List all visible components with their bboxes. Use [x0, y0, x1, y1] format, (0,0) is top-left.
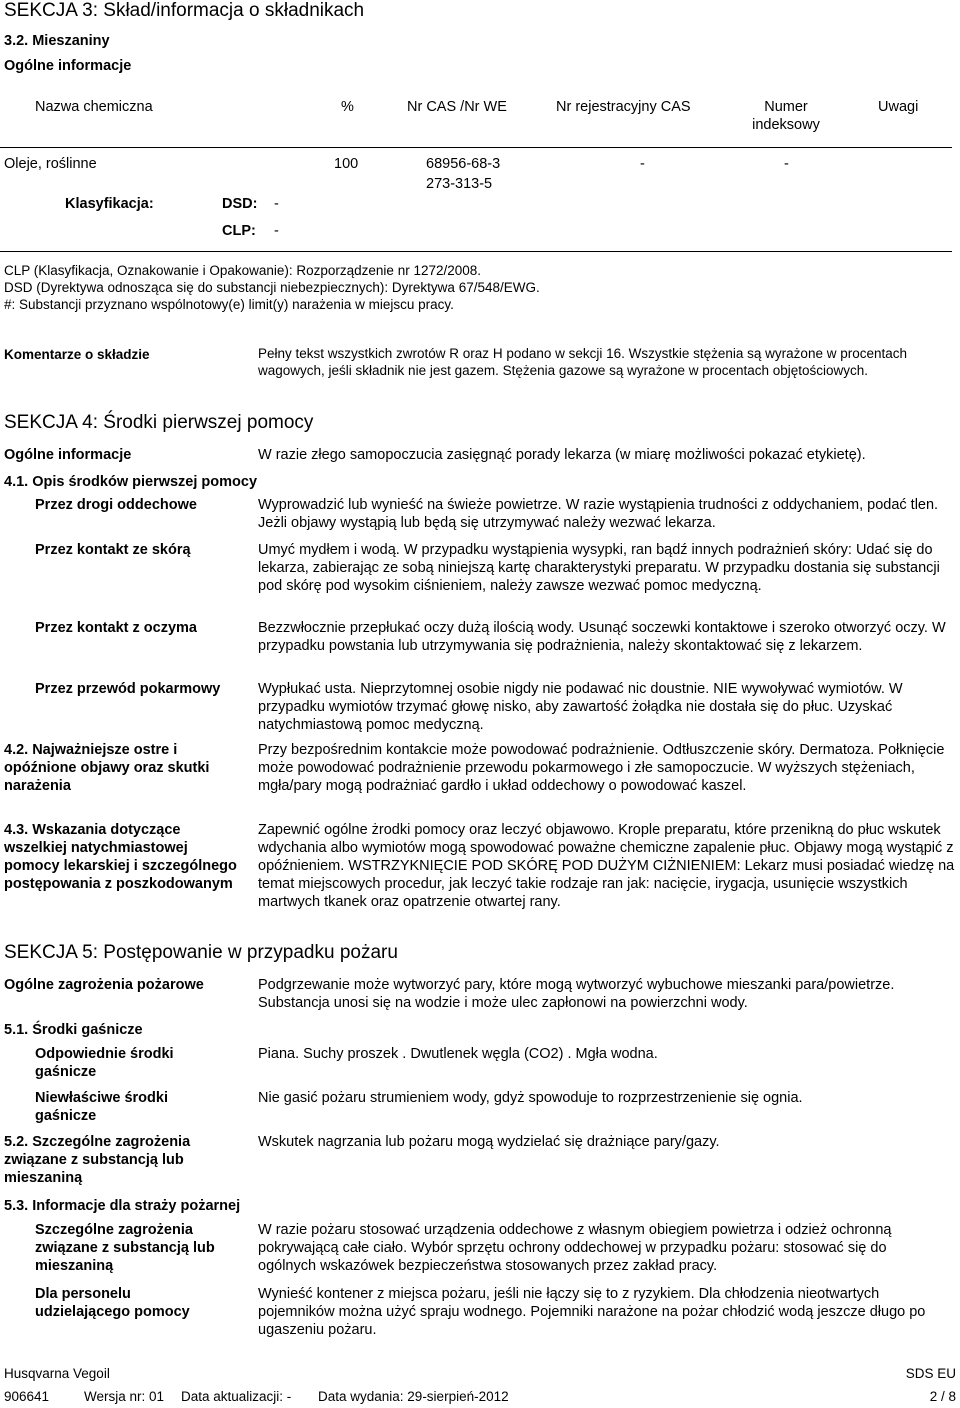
s43-label: 4.3. Wskazania dotyczące wszelkiej natychmiastowej pomocy lekarskiej i szczególnego postępowania z poszkodowanym — [4, 822, 237, 892]
footer-issued: Data wydania: 29-sierpień-2012 — [318, 1389, 509, 1404]
skin-label: Przez kontakt ze skórą — [35, 542, 191, 558]
col-header-reg: Nr rejestracyjny CAS — [556, 99, 691, 115]
ingestion-label: Przez przewód pokarmowy — [35, 681, 221, 697]
suitable-text: Piana. Suchy proszek . Dwutlenek węgla (CO2) . Mgła wodna. — [258, 1046, 658, 1062]
subsection-5-1: 5.1. Środki gaśnicze — [4, 1022, 143, 1038]
subsection-4-1: 4.1. Opis środków pierwszej pomocy — [4, 474, 258, 490]
footer-version: Wersja nr: 01 — [84, 1389, 165, 1404]
subsection-3-2: 3.2. Mieszaniny — [4, 33, 110, 49]
col-header-notes: Uwagi — [878, 99, 919, 115]
row-percent: 100 — [334, 156, 359, 172]
dsd-value: - — [274, 196, 279, 212]
personnel-label: Dla personelu udzielającego pomocy — [35, 1286, 190, 1320]
skin-text: Umyć mydłem i wodą. W przypadku wystąpienia wysypki, ran bądź innych podrażnień skóry: Udać się do lekarza, zabierając ze sobą niniejszą kartę charakterystyki preparatu. W przypadku dostania się substancji pod skórę pod wysokim ciśnieniem, należy zawsze wezwać pomoc medyczną. — [258, 542, 940, 594]
note-hash: #: Substancji przyznano wspólnotowy(e) limit(y) narażenia w miejscu pracy. — [4, 297, 454, 312]
s42-text: Przy bezpośrednim kontakcie może powodować podrażnienie. Odtłuszczenie skóry. Dermatoza. Połknięcie może powodować podrażnienie przewodu pokarmowego i złe samopoczucie. W wyższych stężeniach, mgła/pary mogą podrażniać gardło i układ oddechowy o powodować kaszel. — [258, 742, 945, 794]
table-bottom-rule — [0, 251, 952, 252]
note-dsd: DSD (Dyrektywa odnosząca się do substancji niebezpiecznych): Dyrektywa 67/548/EWG. — [4, 280, 540, 295]
general-info-heading: Ogólne informacje — [4, 58, 132, 74]
unsuitable-label: Niewłaściwe środki gaśnicze — [35, 1090, 168, 1124]
col-header-cas: Nr CAS /Nr WE — [407, 99, 507, 115]
personnel-text: Wynieść kontener z miejsca pożaru, jeśli nie łączy się to z ryzykiem. Dla chłodzenia nieotwartych pojemników można użyć spraju wodnego. Pojemniki narażone na pożar chłodzić wodą jeszcze długo po ugaszeniu pożaru. — [258, 1286, 926, 1338]
inhalation-text: Wyprowadzić lub wynieść na świeże powietrze. W razie wystąpienia trudności z oddychaniem, podać tlen. Jeżli objawy wystąpią lub będą się utrzymywać należy wezwać lekarza. — [258, 497, 939, 531]
clp-value: - — [274, 223, 279, 239]
row-reg: - — [640, 156, 645, 172]
footer-doc-type: SDS EU — [905, 1366, 956, 1381]
col-header-index: Numer indeksowy — [752, 99, 820, 133]
note-clp: CLP (Klasyfikacja, Oznakowanie i Opakowanie): Rozporządzenie nr 1272/2008. — [4, 263, 482, 278]
row-ec: 273-313-5 — [426, 176, 493, 192]
col-header-name: Nazwa chemiczna — [35, 99, 153, 115]
subsection-5-3: 5.3. Informacje dla straży pożarnej — [4, 1198, 241, 1214]
special-text: W razie pożaru stosować urządzenia oddechowe z własnym obiegiem powietrza i odzież ochronną pokrywającą całe ciało. Wybór sprzętu ochrony oddechowej w przypadku pożaru: stosować się do ogólnych wskazówek bezpieczeństwa stosowanych przez zakład pracy. — [258, 1222, 892, 1274]
s42-label: 4.2. Najważniejsze ostre i opóźnione objawy oraz skutki narażenia — [4, 742, 210, 794]
s5-general-label: Ogólne zagrożenia pożarowe — [4, 977, 204, 993]
clp-label: CLP: — [222, 223, 256, 239]
table-header-rule — [0, 147, 952, 148]
s52-text: Wskutek nagrzania lub pożaru mogą wydzielać się drażniące pary/gazy. — [258, 1134, 720, 1150]
special-label: Szczególne zagrożenia związane z substancją lub mieszaniną — [35, 1222, 215, 1274]
section4-title: SEKCJA 4: Środki pierwszej pomocy — [4, 412, 314, 433]
suitable-label: Odpowiednie środki gaśnicze — [35, 1046, 174, 1080]
notes-block — [4, 262, 904, 313]
footer-number: 906641 — [4, 1389, 50, 1404]
s4-general-text: W razie złego samopoczucia zasięgnąć porady lekarza (w miarę możliwości pokazać etykietę). — [258, 447, 866, 463]
col-header-percent: % — [341, 99, 354, 115]
dsd-label: DSD: — [222, 196, 258, 212]
footer-page: 2 / 8 — [929, 1389, 956, 1404]
s52-label: 5.2. Szczególne zagrożenia związane z substancją lub mieszaniną — [4, 1134, 191, 1186]
eyes-text: Bezzwłocznie przepłukać oczy dużą ilością wody. Usunąć soczewki kontaktowe i szeroko otworzyć oczy. W przypadku powstania lub utrzymywania się podrażnienia, należy skontaktować się z lekarzem. — [258, 620, 946, 654]
row-name: Oleje, roślinne — [4, 156, 97, 172]
s5-general-text: Podgrzewanie może wytworzyć pary, które mogą wytworzyć wybuchowe mieszanki para/powietrze. Substancja unosi się na wodzie i może ulec zapłonowi na powierzchni wody. — [258, 977, 895, 1011]
classification-label: Klasyfikacja: — [65, 196, 154, 212]
eyes-label: Przez kontakt z oczyma — [35, 620, 197, 636]
comments-text: Pełny tekst wszystkich zwrotów R oraz H podano w sekcji 16. Wszystkie stężenia są wyrażone w procentach wagowych, jeśli składnik nie jest gazem. Stężenia gazowe są wyrażone w procentach objętościowych. — [258, 346, 908, 378]
section5-title: SEKCJA 5: Postępowanie w przypadku pożaru — [4, 942, 398, 963]
inhalation-label: Przez drogi oddechowe — [35, 497, 197, 513]
row-index: - — [784, 156, 789, 172]
unsuitable-text: Nie gasić pożaru strumieniem wody, gdyż spowoduje to rozprzestrzenienie się ognia. — [258, 1090, 803, 1106]
footer-product: Husqvarna Vegoil — [4, 1366, 110, 1381]
footer-updated: Data aktualizacji: - — [181, 1389, 292, 1404]
section3-title: SEKCJA 3: Skład/informacja o składnikach — [4, 0, 365, 21]
s4-general-label: Ogólne informacje — [4, 447, 132, 463]
comments-label: Komentarze o składzie — [4, 347, 150, 362]
ingestion-text: Wypłukać usta. Nieprzytomnej osobie nigdy nie podawać nic doustnie. NIE wywoływać wymiotów. W przypadku wymiotów trzymać głowę nisko, aby zawartość żołądka nie dostała się do płuc. Uzyskać natychmiastową pomoc medyczną. — [258, 681, 903, 733]
row-cas: 68956-68-3 — [426, 156, 501, 172]
s43-text: Zapewnić ogólne żrodki pomocy oraz leczyć objawowo. Krople preparatu, które przenikną do płuc wskutek wdychania albo wymiotów mogą spowodować poważne chemiczne zapalenie płuc. Objawy mogą wystąpić z opóźnieniem. WSTRZYKNIĘCIE POD SKÓRĘ POD DUŻYM CIŻNIENIEM: Lekarz musi posiadać wiedzę na temat miejscowych procedur, jak leczyć takie rodzaje ran jak: nacięcie, irygacja, usunięcie wszystkich martwych tkanek oraz opatrzenie otwartej rany. — [258, 822, 955, 910]
